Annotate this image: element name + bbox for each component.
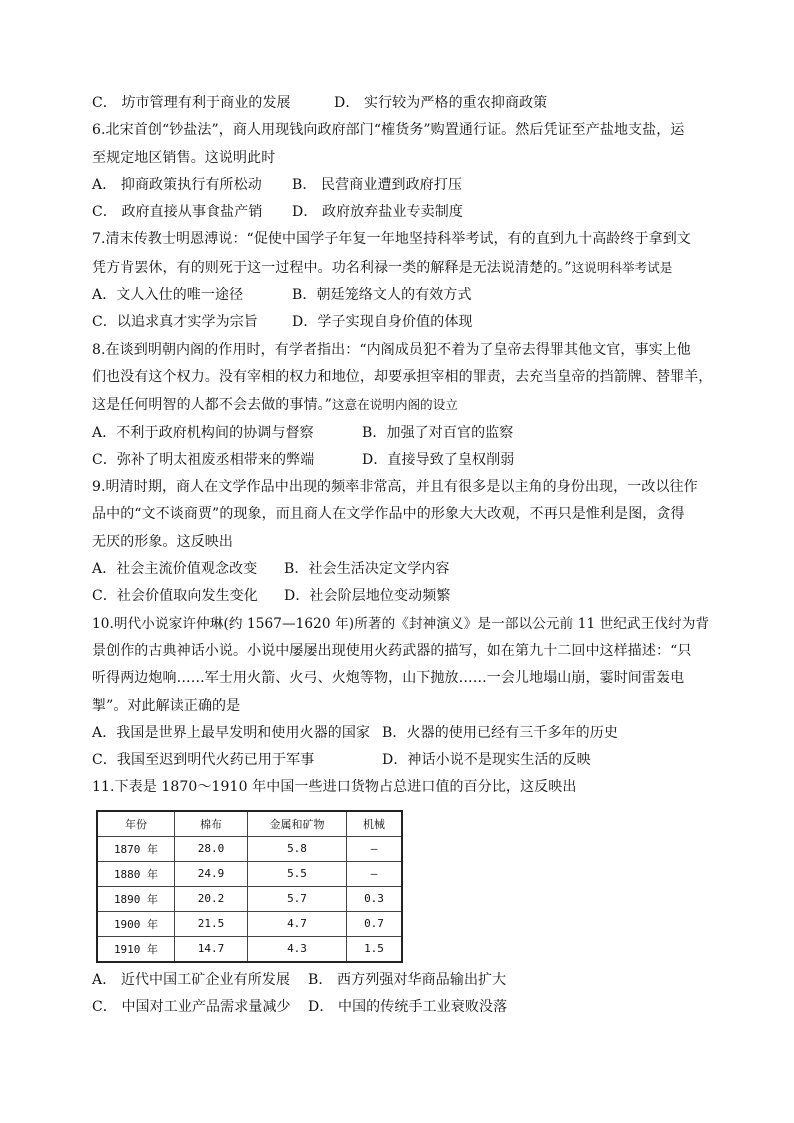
q10-option-b[interactable]: B．火器的使用已经有三千多年的历史 [382, 724, 618, 741]
table-row [97, 886, 402, 911]
q10-stem-line2: 景创作的古典神话小说。小说中屡屡出现使用火药武器的描写，如在第九十二回中这样描述：“只 [92, 642, 692, 659]
q11-option-a[interactable]: A． 近代中国工矿企业有所发展 [92, 971, 291, 988]
table-cell: 20.2 [175, 886, 248, 911]
q9-options-ab [92, 556, 712, 583]
q6-options-cd [92, 199, 712, 226]
q11-import-table [96, 810, 403, 963]
q9-stem-line2: 品中的“文不谈商贾”的现象，而且商人在文学作品中的形象大大改观，不再只是惟利是图，贪得 [92, 506, 685, 523]
table-cell: 28.0 [175, 836, 248, 861]
q7-options-cd [92, 309, 712, 336]
table-header-cell: 机械 [347, 811, 403, 837]
q11-option-b[interactable]: B． 西方列强对华商品输出扩大 [308, 971, 507, 988]
table-row [97, 936, 402, 962]
q9-option-a[interactable]: A．社会主流价值观念改变 [92, 561, 258, 578]
q7-question: 这说明科举考试是 [571, 259, 673, 275]
q5-option-d[interactable]: D． 实行较为严格的重农抑商政策 [334, 95, 548, 111]
q7-options-ab [92, 282, 712, 309]
table-row [97, 861, 402, 886]
table-cell: 1.5 [347, 936, 403, 962]
q10-option-d[interactable]: D．神话小说不是现实生活的反映 [382, 752, 591, 769]
table-cell: 1870 年 [97, 836, 175, 861]
q7-option-b[interactable]: B．朝廷笼络文人的有效方式 [292, 287, 472, 304]
table-cell: 1890 年 [97, 886, 175, 911]
table-cell: 1900 年 [97, 911, 175, 936]
q9-options-cd [92, 583, 712, 610]
q5-options-cd [92, 90, 712, 117]
q10-options-cd [92, 747, 712, 774]
table-cell: 4.7 [248, 911, 347, 936]
q11-options-ab [92, 967, 712, 994]
q10-option-a[interactable]: A．我国是世界上最早发明和使用火器的国家 [92, 724, 371, 741]
q8-stem-line2: 们也没有这个权力。没有宰相的权力和地位，却要承担宰相的罪责，去充当皇帝的挡箭牌、替罪羊， [92, 368, 713, 385]
table-cell: — [347, 861, 403, 886]
q6-option-c[interactable]: C． 政府直接从事食盐产销 [92, 204, 263, 221]
table-cell: 5.8 [248, 836, 347, 861]
q5-option-c[interactable]: C． 坊市管理有利于商业的发展 [92, 95, 291, 111]
table-header-cell: 棉布 [175, 811, 248, 837]
q7-stem-line2 [92, 254, 712, 282]
q11-stem-line1: 11.下表是 1870～1910 年中国一些进口货物占总进口值的百分比，这反映出 [92, 779, 577, 796]
q9-stem-line1: 9.明清时期，商人在文学作品中出现的频率非常高，并且有很多是以主角的身份出现，一改以往作 [92, 479, 698, 496]
q10-stem-line1: 10.明代小说家许仲琳(约 1567—1620 年)所著的《封神演义》是一部以公元前 11 世纪武王伐纣为背 [92, 615, 710, 632]
q8-options-cd [92, 447, 712, 474]
q10-option-c[interactable]: C．我国至迟到明代火药已用于军事 [92, 752, 315, 769]
q6-stem-line1: 6.北宋首创“钞盐法”，商人用现钱向政府部门“榷货务”购置通行证。然后凭证至产盐地支盐，运 [92, 122, 685, 139]
q9-option-d[interactable]: D．社会阶层地位变动频繁 [284, 588, 451, 605]
q6-stem-line2: 至规定地区销售。这说明此时 [92, 149, 276, 166]
table-cell: — [347, 836, 403, 861]
q8-quote-end: 这是任何明智的人都不会去做的事情。” [92, 397, 332, 414]
table-cell: 5.5 [248, 861, 347, 886]
q8-option-c[interactable]: C．弥补了明太祖废丞相带来的弊端 [92, 451, 315, 468]
q8-question: 这意在说明内阁的设立 [331, 397, 458, 413]
table-header-cell: 年份 [97, 811, 175, 837]
q10-stem-line3: 听得两边炮响……军士用火箭、火弓、火炮等物，山下抛放……一会儿地塌山崩，霎时间雷轰电 [92, 670, 685, 687]
q11-option-c[interactable]: C． 中国对工业产品需求量减少 [92, 999, 291, 1016]
table-header-cell: 金属和矿物 [248, 811, 347, 837]
q7-option-a[interactable]: A．文人入仕的唯一途径 [92, 287, 244, 304]
q7-option-d[interactable]: D．学子实现自身价值的体现 [292, 314, 473, 331]
table-cell: 4.3 [248, 936, 347, 962]
q9-stem-line3: 无厌的形象。这反映出 [92, 533, 233, 550]
q10-stem-line4: 掣”。对此解读正确的是 [92, 697, 241, 714]
table-cell: 24.9 [175, 861, 248, 886]
q8-options-ab [92, 420, 712, 447]
q6-option-b[interactable]: B． 民营商业遭到政府打压 [292, 176, 463, 193]
q8-stem-line1: 8.在谈到明朝内阁的作用时，有学者指出：“内阁成员犯不着为了皇帝去得罪其他文官，事实上他 [92, 341, 691, 358]
table-cell: 21.5 [175, 911, 248, 936]
table-header-row [97, 811, 402, 837]
q6-options-ab [92, 172, 712, 199]
exam-page [92, 90, 712, 1021]
q7-quote-end: 凭方肯罢休，有的则死于这一过程中。功名利禄一类的解释是无法说清楚的。” [92, 259, 572, 276]
q8-option-a[interactable]: A．不利于政府机构间的协调与督察 [92, 424, 314, 441]
table-cell: 0.7 [347, 911, 403, 936]
table-cell: 14.7 [175, 936, 248, 962]
q9-option-c[interactable]: C．社会价值取向发生变化 [92, 588, 258, 605]
q8-stem-line3 [92, 391, 712, 419]
table-row [97, 911, 402, 936]
q7-option-c[interactable]: C．以追求真才实学为宗旨 [92, 314, 258, 331]
q11-option-d[interactable]: D． 中国的传统手工业衰败没落 [308, 999, 508, 1016]
q8-option-d[interactable]: D．直接导致了皇权削弱 [362, 451, 515, 468]
table-cell: 1910 年 [97, 936, 175, 962]
table-cell: 5.7 [248, 886, 347, 911]
q7-stem-line1: 7.清末传教士明恩溥说：“促使中国学子年复一年地坚持科举考试，有的直到九十高龄终于拿到文 [92, 231, 691, 248]
q6-option-a[interactable]: A． 抑商政策执行有所松动 [92, 176, 262, 193]
q11-options-cd [92, 994, 712, 1021]
q9-option-b[interactable]: B．社会生活决定文学内容 [284, 561, 450, 578]
table-cell: 0.3 [347, 886, 403, 911]
q10-options-ab [92, 720, 712, 747]
q8-option-b[interactable]: B．加强了对百官的监察 [362, 424, 514, 441]
q6-option-d[interactable]: D． 政府放弃盐业专卖制度 [292, 204, 463, 221]
table-cell: 1880 年 [97, 861, 175, 886]
table-row [97, 836, 402, 861]
